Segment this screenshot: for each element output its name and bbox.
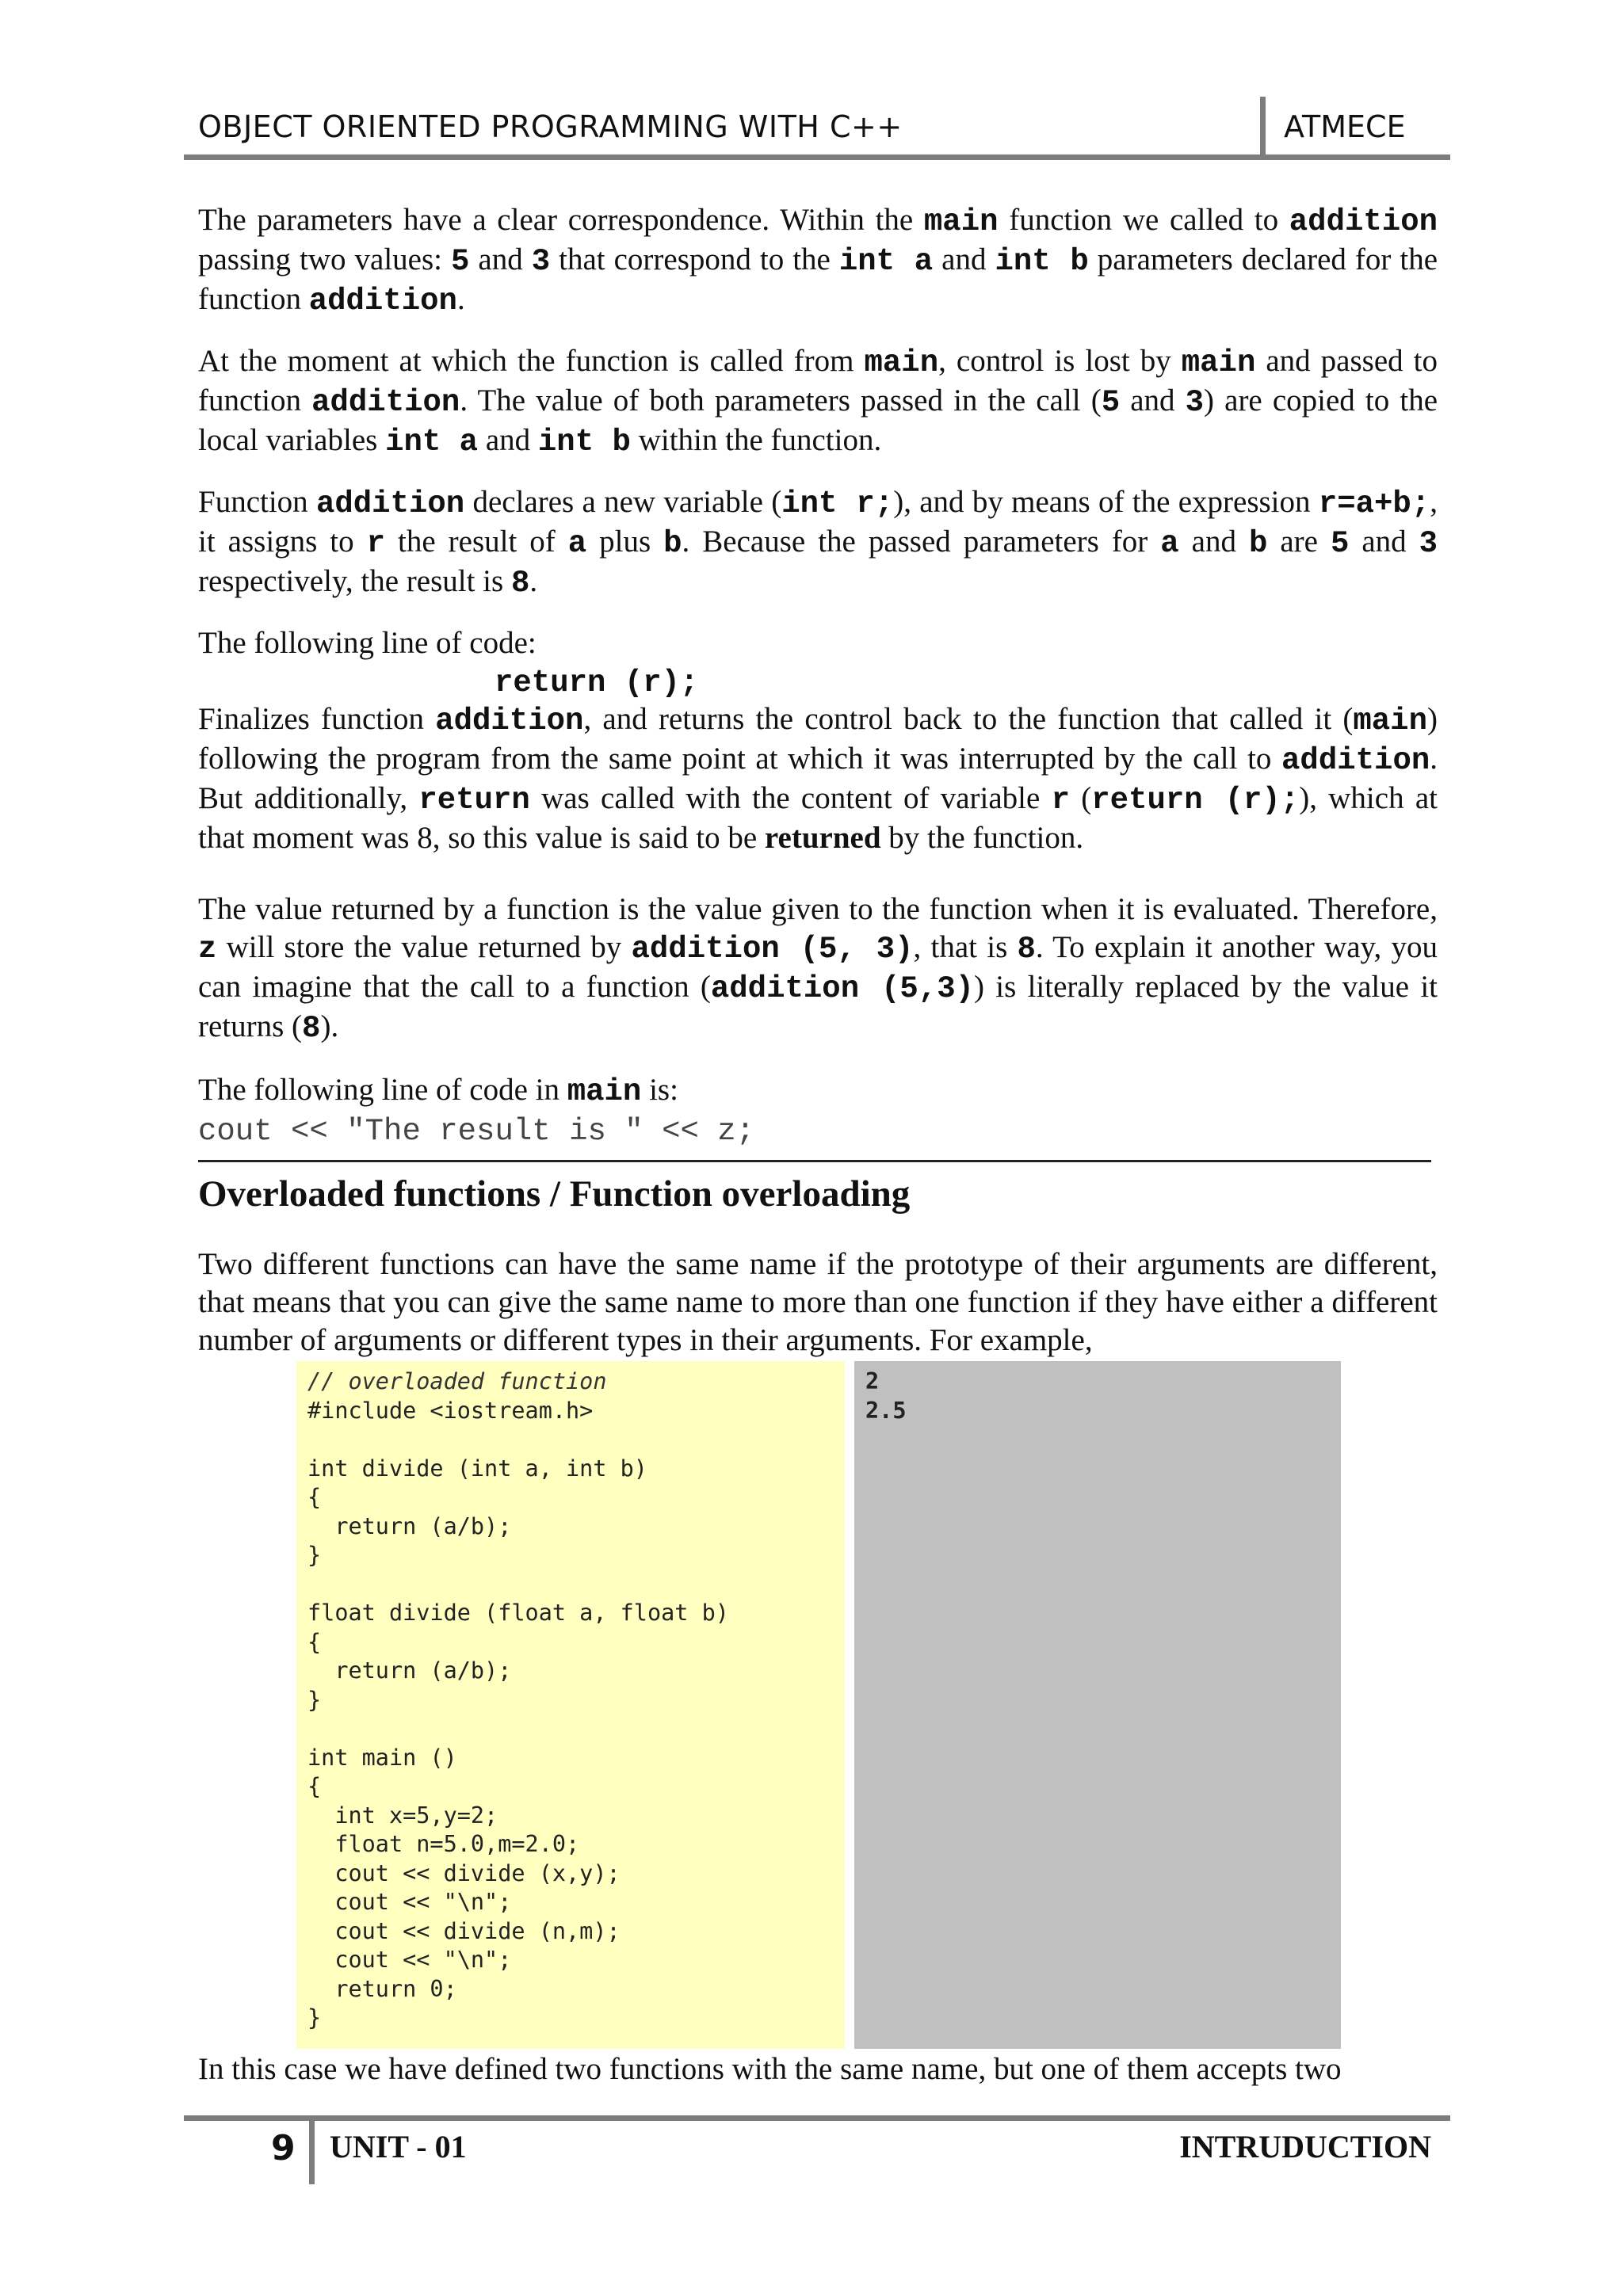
page-footer (184, 2115, 1450, 2187)
paragraph-4 (198, 624, 1438, 702)
paragraph-8: Two different functions can have the same name if the prototype of their arguments are different, that means that you can give the same name to more than one function if they have either a different number of arguments or different types in their arguments. For example, (198, 1247, 1438, 1357)
code-line: int divide (int a, int b) (307, 1455, 647, 1482)
output-line: 2.5 (865, 1397, 907, 1424)
paragraph-3: Function addition declares a new variable (int r;), and by means of the expression r=a+b;, it assigns to r the result of a plus b. Because the passed parameters for a and b are 5 and 3 respectively, the result is 8. (198, 485, 1438, 601)
paragraph-2: At the moment at which the function is called from main, control is lost by main and passed to function addition. The value of both parameters passed in the call (5 and 3) are copied to the local variables int a and int b within the function. (198, 344, 1438, 460)
code-line: cout << divide (n,m); (307, 1917, 621, 1944)
footer-chapter: INTRUDUCTION (1179, 2129, 1431, 2164)
source-code (307, 1367, 729, 2033)
header-institution: ATMECE (1284, 109, 1406, 144)
paragraph-6: The value returned by a function is the value given to the function when it is evaluated. Therefore, z will store the value returned by addition (5, 3), that is 8. To explain it another way, you can imagine that the call to a function (addition (5,3)) is literally replaced by the value it returns (8). (198, 892, 1438, 1046)
code-line: #include <iostream.h> (307, 1397, 594, 1424)
code-line: return (a/b); (307, 1657, 512, 1684)
paragraph-1: The parameters have a clear correspondence. Within the main function we called to addition passing two values: 5 and 3 that correspond to the int a and int b parameters declared for the function addition. (198, 203, 1438, 318)
program-output (865, 1367, 906, 1425)
page-header (184, 97, 1450, 157)
code-line: { (307, 1484, 322, 1510)
code-line: float divide (float a, float b) (307, 1600, 729, 1626)
code-line: float n=5.0,m=2.0; (307, 1831, 580, 1857)
code-line: return 0; (307, 1975, 457, 2002)
header-rule (184, 154, 1450, 160)
code-line: int main () (307, 1744, 457, 1771)
output-line: 2 (865, 1368, 880, 1394)
code-line: } (307, 2004, 322, 2031)
cout-statement: cout << "The result is " << z; (198, 1114, 755, 1149)
code-line: cout << "\n"; (307, 1889, 512, 1915)
section-heading: Overloaded functions / Function overloading (198, 1173, 911, 1215)
paragraph-9: In this case we have defined two functions with the same name, but one of them accepts two (198, 2052, 1342, 2086)
header-title: OBJECT ORIENTED PROGRAMMING WITH C++ (198, 109, 903, 144)
code-line: cout << divide (x,y); (307, 1859, 621, 1886)
code-line: int x=5,y=2; (307, 1802, 498, 1829)
code-line: { (307, 1773, 322, 1799)
paragraph-7: The following line of code in main is: cout << "The result is " << z; (198, 1073, 755, 1149)
code-line: return (a/b); (307, 1512, 512, 1539)
code-line: } (307, 1686, 322, 1713)
header-divider (1260, 97, 1266, 157)
footer-rule (184, 2115, 1450, 2121)
code-line: cout << "\n"; (307, 1947, 512, 1973)
code-example-source (296, 1361, 845, 2049)
section-divider (198, 1160, 1431, 1162)
code-line-intro: The following line of code: (198, 626, 537, 660)
footer-unit: UNIT - 01 (330, 2129, 467, 2164)
code-line: { (307, 1628, 322, 1655)
footer-divider (309, 2121, 315, 2184)
code-line: } (307, 1542, 322, 1568)
page-number: 9 (271, 2128, 296, 2168)
return-statement: return (r); (495, 666, 699, 700)
paragraph-5: Finalizes function addition, and returns the control back to the function that called it (main) following the program from the same point at which it was interrupted by the call to addition. But additionally, return was called with the content of variable r (return (r);), which at that moment was 8, so this value is said to be returned by the function. (198, 702, 1438, 855)
code-example-output (854, 1361, 1341, 2049)
code-line: // overloaded function (307, 1368, 607, 1394)
